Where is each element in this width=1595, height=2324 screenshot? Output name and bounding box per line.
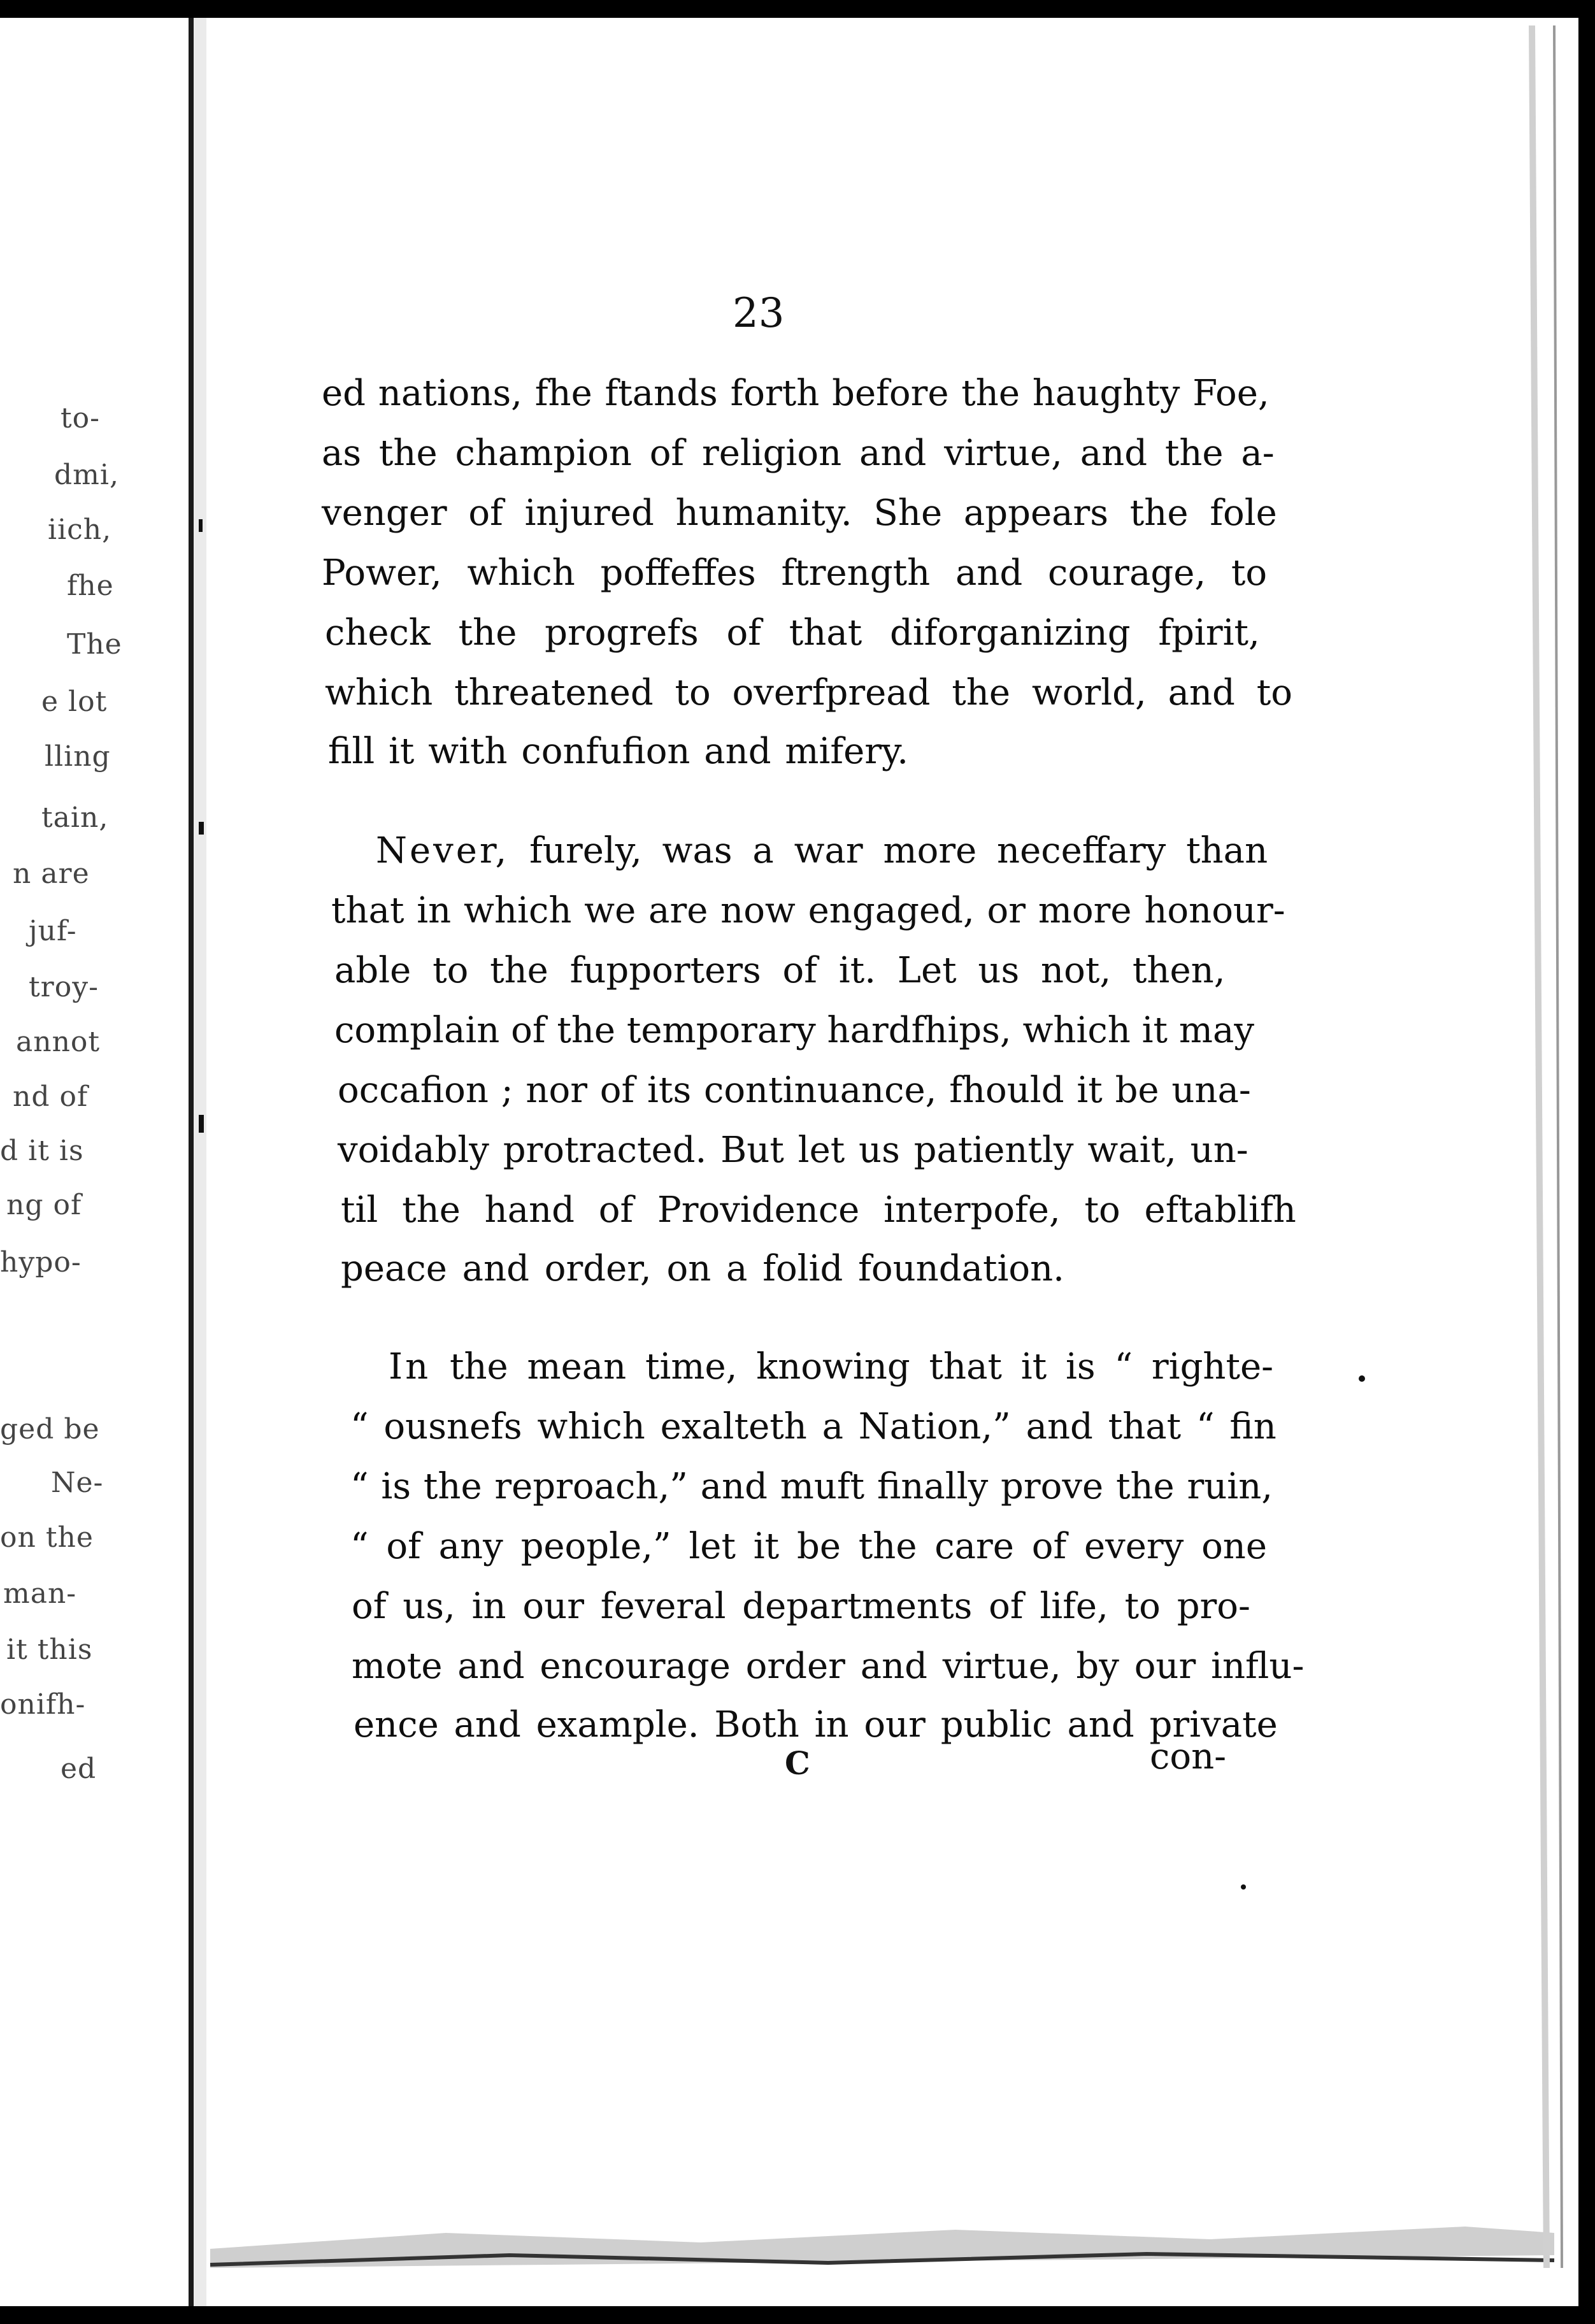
text-line: that in which we are now engaged, or more honour- — [331, 890, 1285, 931]
bleed-line: hypo- — [0, 1246, 82, 1279]
page-number: 23 — [733, 290, 785, 337]
bleed-line: on the — [0, 1521, 94, 1554]
bleed-line: ed — [61, 1753, 97, 1785]
bleed-line: troy- — [29, 971, 99, 1003]
text-line: fill it with confufion and mifery. — [328, 731, 909, 772]
bleed-line: Ne- — [51, 1467, 104, 1499]
catchword: con- — [1150, 1736, 1227, 1777]
bleed-line: ng of — [6, 1189, 82, 1221]
text-line — [376, 830, 1268, 872]
bleed-line: The — [67, 628, 122, 661]
bleed-line: dmi, — [54, 459, 119, 491]
text-line: Power, which poffeffes ftrength and courage, to — [322, 552, 1268, 594]
bleed-line: e lot — [41, 685, 108, 718]
text-line: complain of the temporary hardfhips, which it may — [334, 1010, 1254, 1051]
text-line: which threatened to overfpread the world, and to — [325, 672, 1292, 714]
bleed-line: ged be — [0, 1413, 100, 1445]
bleed-line: it this — [6, 1633, 93, 1666]
bleed-line: tain, — [41, 801, 109, 834]
signature-mark: C — [785, 1744, 810, 1782]
text-line: of us, in our feveral departments of life, to pro- — [352, 1586, 1250, 1627]
bleed-line: d it is — [0, 1135, 84, 1167]
small-caps-opening: In — [389, 1346, 431, 1388]
text-line-rest: furely, was a war more neceffary than — [509, 830, 1268, 872]
text-line: “ ousnefs which exalteth a Nation,” and that “ fin — [350, 1406, 1277, 1447]
text-line: ence and example. Both in our public and private — [354, 1704, 1278, 1746]
text-line: “ of any people,” let it be the care of every one — [350, 1526, 1268, 1567]
text-line: able to the fupporters of it. Let us not, then, — [334, 950, 1226, 991]
bleed-line: fhe — [67, 570, 114, 602]
text-line-rest: the mean time, knowing that it is “ righte- — [431, 1346, 1274, 1388]
bleed-line: lling — [45, 740, 111, 773]
bleed-line: n are — [13, 857, 90, 890]
bleed-line: annot — [16, 1026, 101, 1058]
bleed-line: onifh- — [0, 1688, 86, 1721]
text-line: voidably protracted. But let us patiently wait, un- — [338, 1130, 1248, 1171]
bleed-line: juf- — [29, 915, 77, 947]
bleed-line: iich, — [48, 513, 112, 546]
text-line: occafion ; nor of its continuance, fhould it be una- — [338, 1070, 1251, 1111]
bleed-line: to- — [61, 402, 101, 434]
text-line: as the champion of religion and virtue, and the a- — [322, 433, 1275, 474]
text-line: peace and order, on a folid foundation. — [341, 1248, 1064, 1289]
text-line: ed nations, fhe ftands forth before the haughty Foe, — [322, 373, 1270, 414]
text-line — [389, 1346, 1274, 1388]
bleed-line: nd of — [13, 1080, 89, 1113]
text-line: venger of injured humanity. She appears the fole — [322, 492, 1277, 534]
text-line: mote and encourage order and virtue, by our influ- — [352, 1646, 1305, 1687]
bleed-line: man- — [3, 1577, 77, 1610]
text-line: til the hand of Providence interpofe, to eftablifh — [341, 1189, 1296, 1231]
text-line: “ is the reproach,” and muft finally prove the ruin, — [350, 1466, 1273, 1507]
text-line: check the progrefs of that diforganizing fpirit, — [325, 612, 1260, 654]
small-caps-opening: Never, — [376, 830, 510, 872]
